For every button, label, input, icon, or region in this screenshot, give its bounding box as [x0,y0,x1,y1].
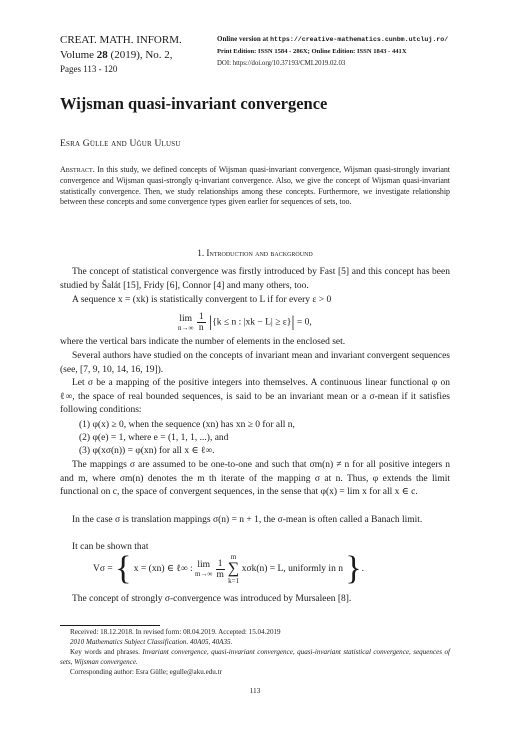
paper-title: Wijsman quasi-invariant convergence [60,94,328,113]
volume-number: 28 [96,48,108,61]
footnote-msc [60,638,450,648]
paragraph-1: The concept of statistical convergence was firstly introduced by Fast [5] and this concept has been studied by Šalát [15], Fridy [6], Connor [4] and many others, too. [60,267,450,291]
eq1-lim-text: lim [179,313,193,324]
abstract-text: In this study, we defined concepts of Wijsman quasi-invariant convergence, Wijsman quasi-strongly invariant convergence and Wijsman quasi-strongly q-invariant convergence. Also, we give the concept of Wijsman quasi-invariant statistically convergence. Then, we study relationships among these concepts. Furthermore, we investigate relationship between these concepts and some convergence types given earlier for sequences of sets, too. [60,165,450,207]
eq2-sum [228,553,239,585]
eq2-brace-right: } [345,550,362,587]
paragraph-7: In the case σ is translation mappings σ(n) = n + 1, the σ-mean is often called a Banach limit. [72,515,423,525]
eq2-sigma: ∑ [227,560,240,577]
eq2-term: xσk(n) = L, [241,564,286,575]
eq1-rhs: = 0, [296,317,312,328]
paragraph-4: Several authors have studied on the concepts of invariant mean and invariant convergent sequences (see, [7, 9, 10, 14, 16, 19]). [60,351,450,375]
condition-1: (1) φ(x) ≥ 0, when the sequence (xn) has xn ≥ 0 for all n, [79,420,295,430]
page-number: 113 [249,686,261,695]
online-version-line [217,33,502,46]
keywords-label: Key words and phrases. [70,648,140,656]
eq2-tail: uniformly in n [288,564,343,575]
paragraph-6: The mappings σ are assumed to be one-to-one and such that σm(n) ≠ n for all positive integers n and m, where σm(n) denotes the m th iterate of the mapping σ at n. Thus, φ extends the limit functional on c, the space of convergent sequences, in the sense that φ(x) = lim x for all x ∈ c. [60,460,450,498]
volume-suffix: (2019), No. 2, [107,48,173,61]
eq1-set: {k ≤ n : |xk − L| ≥ ε} [212,317,292,328]
paragraph-8: It can be shown that [72,542,149,552]
issn-line: Print Edition: ISSN 1584 - 286X; Online Edition: ISSN 1843 - 441X [217,48,407,55]
eq2-denominator: m [216,569,224,580]
condition-3: (3) φ(xσ(n)) = φ(xn) for all x ∈ ℓ∞. [79,446,215,456]
eq2-numerator: 1 [217,558,223,569]
eq2-sum-bottom: k=1 [228,577,240,585]
footnote-received: Received: 18.12.2018. In revised form: 08.04.2019. Accepted: 15.04.2019 [70,628,281,636]
eq1-limit [178,314,194,332]
abstract [60,165,450,208]
section-heading: 1. Introduction and background [197,248,313,258]
eq2-lim-sub: m→∞ [194,570,213,578]
eq1-numerator: 1 [198,312,204,322]
eq2-set-left: x = (xn) ∈ ℓ∞ : [133,564,193,575]
paragraph-2: A sequence x = (xk) is statistically convergent to L if for every ε > 0 [72,295,332,305]
journal-info [60,33,210,77]
eq2-sum-top: m [230,553,237,561]
eq2-fraction [216,559,225,580]
paper-authors: Esra Gülle and Uğur Ulusu [60,139,181,149]
eq2-lhs: Vσ = [93,564,113,575]
online-label: Online version at [217,35,271,43]
footnote-divider [60,625,160,626]
eq2-lim-text: lim [197,560,211,570]
doi-line[interactable]: DOI: https://doi.org/10.37193/CMI.2019.02.03 [217,60,346,67]
eq1-fraction [197,312,206,333]
volume-prefix: Volume [60,48,97,61]
eq2-limit [195,560,212,578]
eq1-lim-sub: n→∞ [178,323,194,332]
equation-v-sigma [93,552,364,586]
publication-info [217,33,502,70]
eq1-bar-left: | [209,313,213,331]
msc-text: 2010 Mathematics Subject Classification. 40A05, 40A35. [70,638,233,646]
eq2-brace-left: { [115,550,132,587]
eq1-denominator: n [198,323,204,333]
online-url-link[interactable]: https://creative-mathematics.cunbm.utcluj.ro/ [270,36,449,43]
paragraph-5: Let σ be a mapping of the positive integers into themselves. A continuous linear functional φ on ℓ∞, the space of real bounded sequences, is said to be an invariant mean or a σ-mean if it satisfies following conditions: [60,378,450,416]
eq2-end: . [361,564,365,575]
keywords-text: Invariant convergence, quasi-invariant convergence, quasi-invariant statistical convergence, sequences of sets, Wijsman convergence. [60,648,450,666]
equation-statistical-convergence [178,312,312,333]
abstract-label: Abstract. [60,165,95,174]
journal-name: CREAT. MATH. INFORM. [60,34,182,46]
eq1-bar-right: | [291,313,295,331]
paragraph-3: where the vertical bars indicate the number of elements in the enclosed set. [60,337,346,347]
volume-line [60,48,210,63]
page-range: Pages 113 - 120 [60,64,118,74]
condition-2: (2) φ(e) = 1, where e = (1, 1, 1, ...), and [79,433,229,443]
paragraph-9: The concept of strongly σ-convergence was introduced by Mursaleen [8]. [72,594,352,604]
footnote-corresponding: Corresponding author: Esra Gülle; egulle@aku.edu.tr [70,668,222,676]
footnote-keywords [60,648,450,667]
